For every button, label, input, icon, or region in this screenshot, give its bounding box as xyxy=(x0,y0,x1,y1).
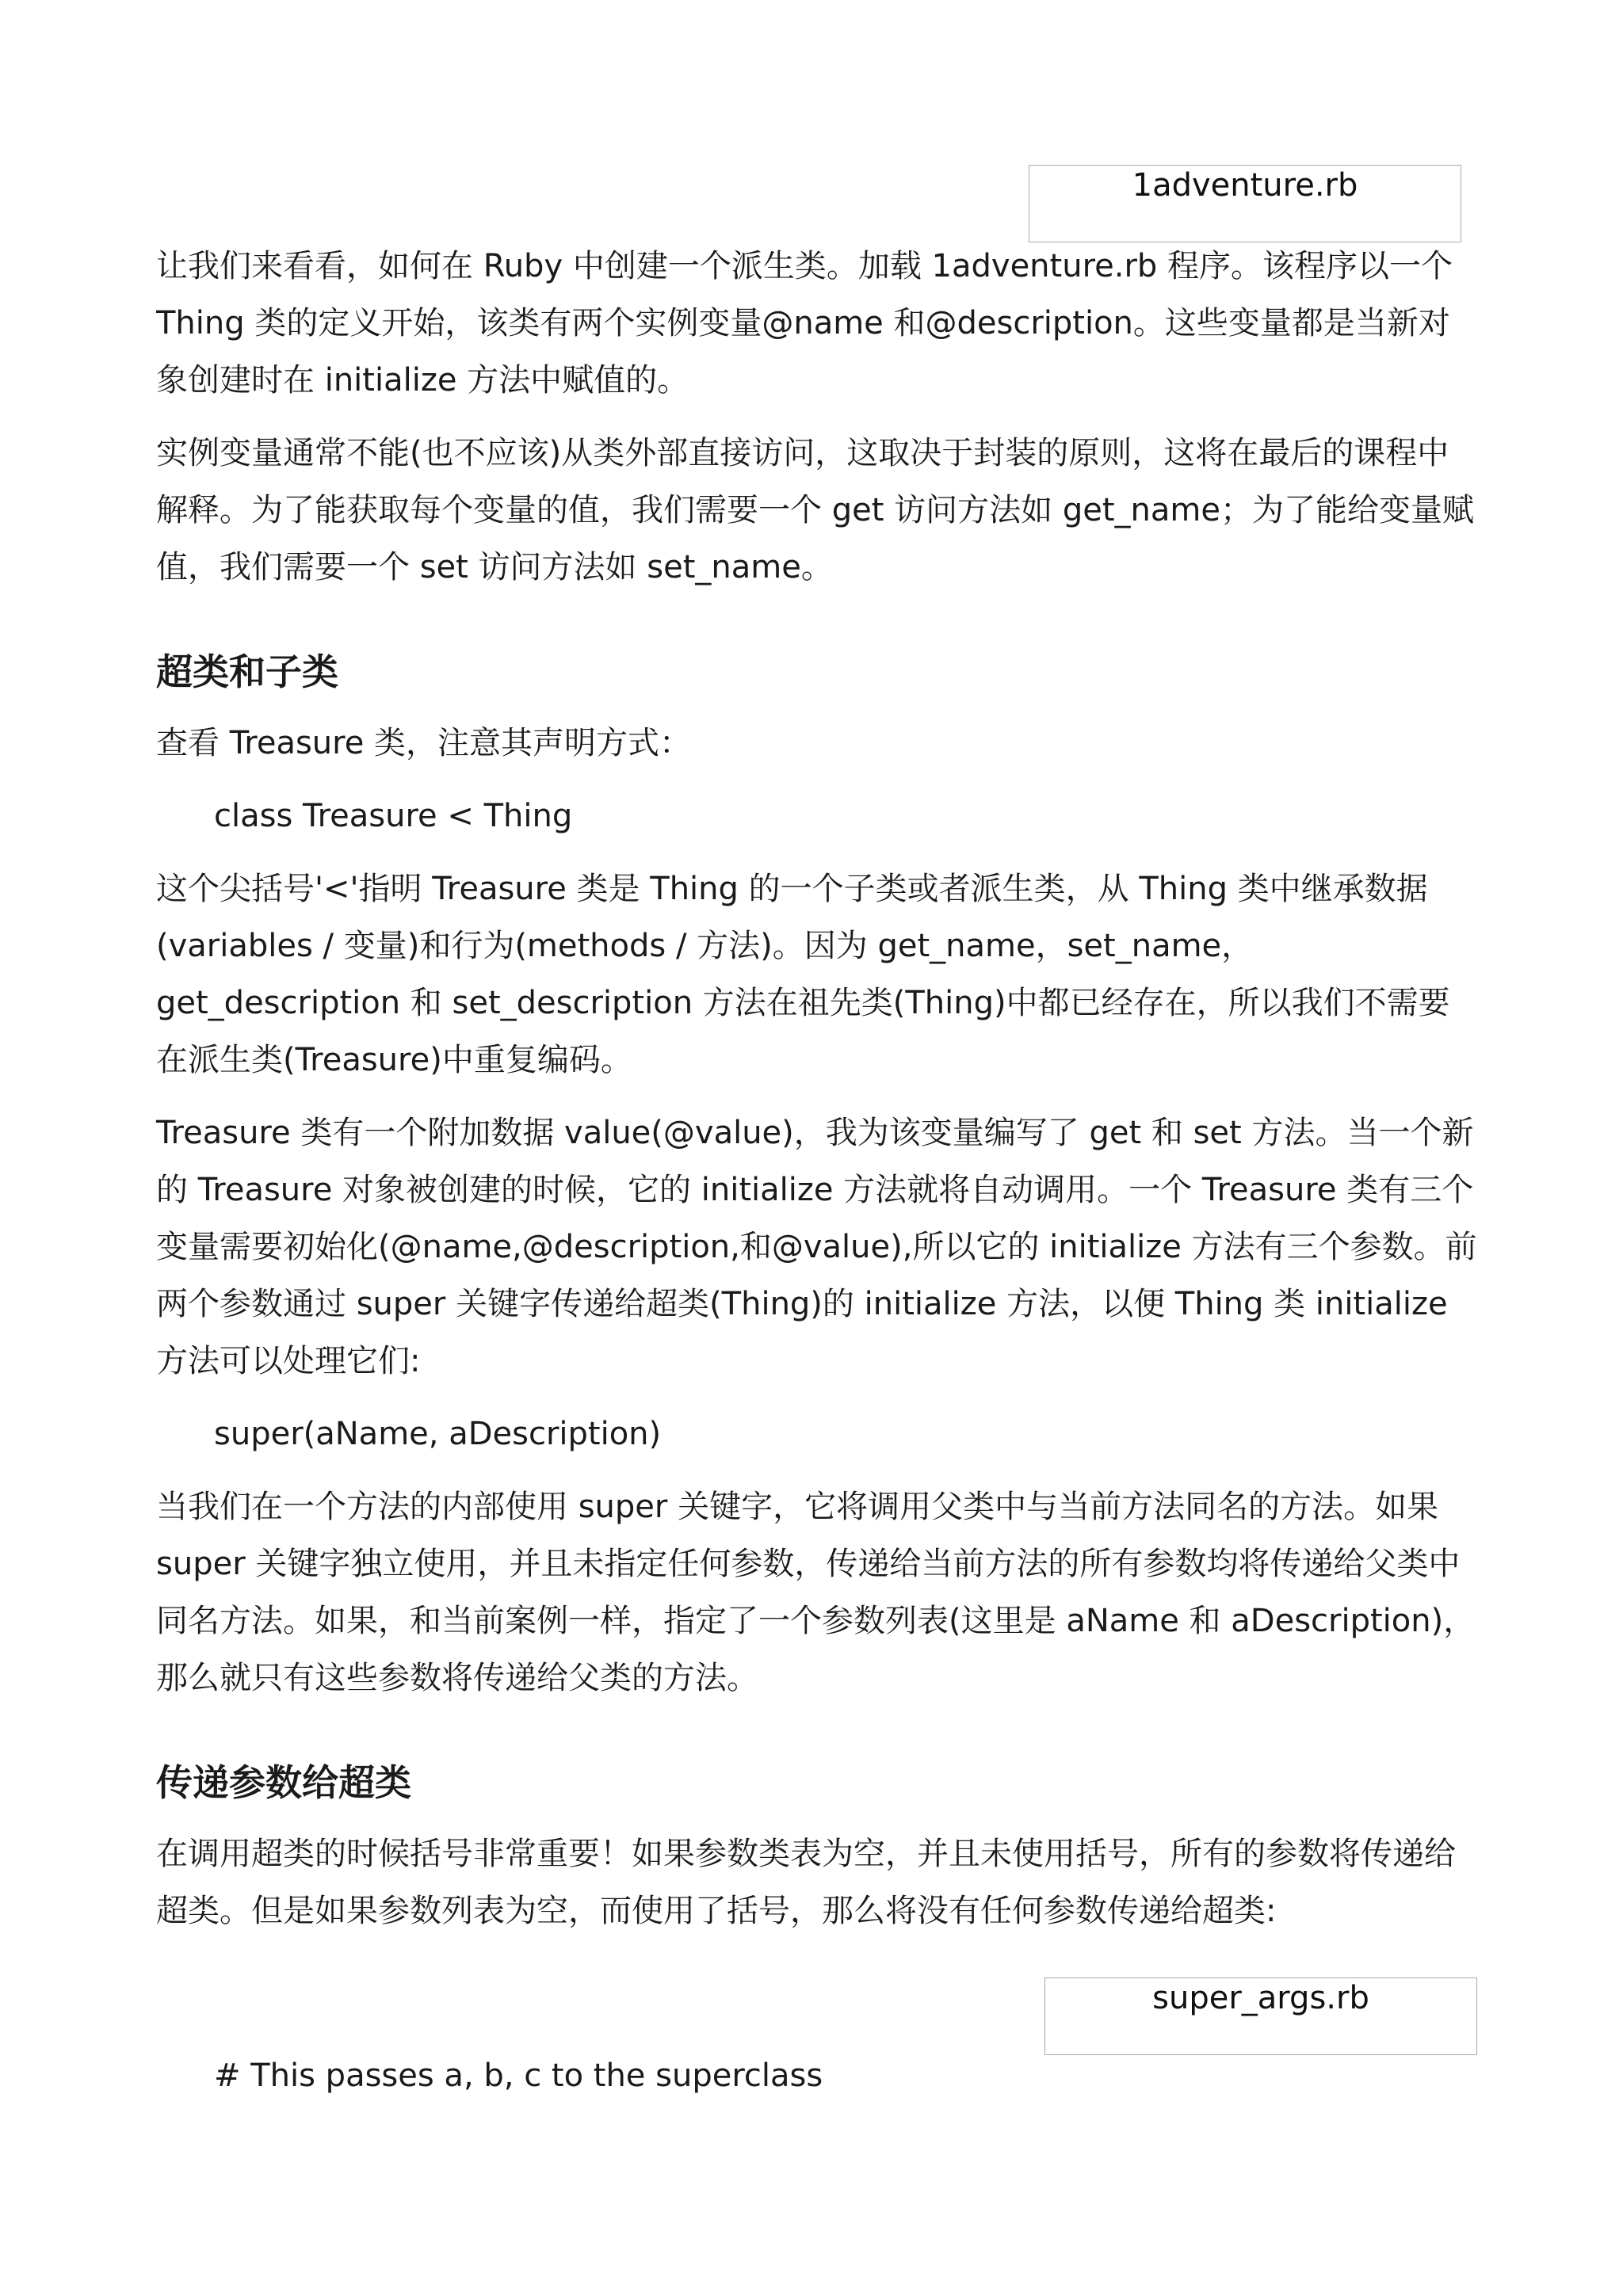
paragraph-initialize: Treasure 类有一个附加数据 value(@value)，我为该变量编写了 get 和 set 方法。当一个新的 Treasure 对象被创建的时候，它的 initialize 方法就将自动调用。一个 Treasure 类有三个变量需要初始化(@name,@description,和@value),所以它的 initialize 方法有三个参数。前两个参数通过 super 关键字传递给超类(Thing)的 initialize 方法，以便 Thing 类 initialize 方法可以处理它们: xyxy=(156,1115,1477,1379)
paragraph-encapsulation: 实例变量通常不能(也不应该)从类外部直接访问，这取决于封装的原则，这将在最后的课程中解释。为了能获取每个变量的值，我们需要一个 get 访问方法如 get_name；为了能给变量赋值，我们需要一个 set 访问方法如 set_name。 xyxy=(156,435,1474,585)
file-label-1adventure xyxy=(1029,165,1461,242)
code-class-declaration: class Treasure < Thing xyxy=(214,798,573,834)
code-super-call: super(aName, aDescription) xyxy=(214,1416,662,1452)
file-label-text: super_args.rb xyxy=(1152,1980,1369,2016)
paragraph-intro: 让我们来看看，如何在 Ruby 中创建一个派生类。加载 1adventure.rb 程序。该程序以一个 Thing 类的定义开始，该类有两个实例变量@name 和@description。这些变量都是当新对象创建时在 initialize 方法中赋值的。 xyxy=(156,248,1453,399)
paragraph-treasure-class: 查看 Treasure 类，注意其声明方式： xyxy=(156,725,692,761)
paragraph-parentheses: 在调用超类的时候括号非常重要！如果参数类表为空，并且未使用括号，所有的参数将传递给超类。但是如果参数列表为空，而使用了括号，那么将没有任何参数传递给超类: xyxy=(156,1836,1456,1929)
file-label-super-args xyxy=(1044,1978,1477,2055)
file-label-text: 1adventure.rb xyxy=(1132,167,1358,204)
heading-passing-args: 传递参数给超类 xyxy=(156,1761,411,1804)
document-body xyxy=(156,238,1480,1955)
code-comment: # This passes a, b, c to the superclass xyxy=(214,2058,823,2094)
paragraph-inheritance: 这个尖括号'<'指明 Treasure 类是 Thing 的一个子类或者派生类，从 Thing 类中继承数据(variables / 变量)和行为(methods / 方法)。因为 get_name，set_name，get_description 和 set_description 方法在祖先类(Thing)中都已经存在，所以我们不需要在派生类(Treasure)中重复编码。 xyxy=(156,871,1450,1078)
paragraph-super-keyword: 当我们在一个方法的内部使用 super 关键字，它将调用父类中与当前方法同名的方法。如果 super 关键字独立使用，并且未指定任何参数，传递给当前方法的所有参数均将传递给父类中同名方法。如果，和当前案例一样，指定了一个参数列表(这里是 aName 和 aDescription)，那么就只有这些参数将传递给父类的方法。 xyxy=(156,1489,1476,1696)
heading-superclass-subclass: 超类和子类 xyxy=(156,650,338,693)
